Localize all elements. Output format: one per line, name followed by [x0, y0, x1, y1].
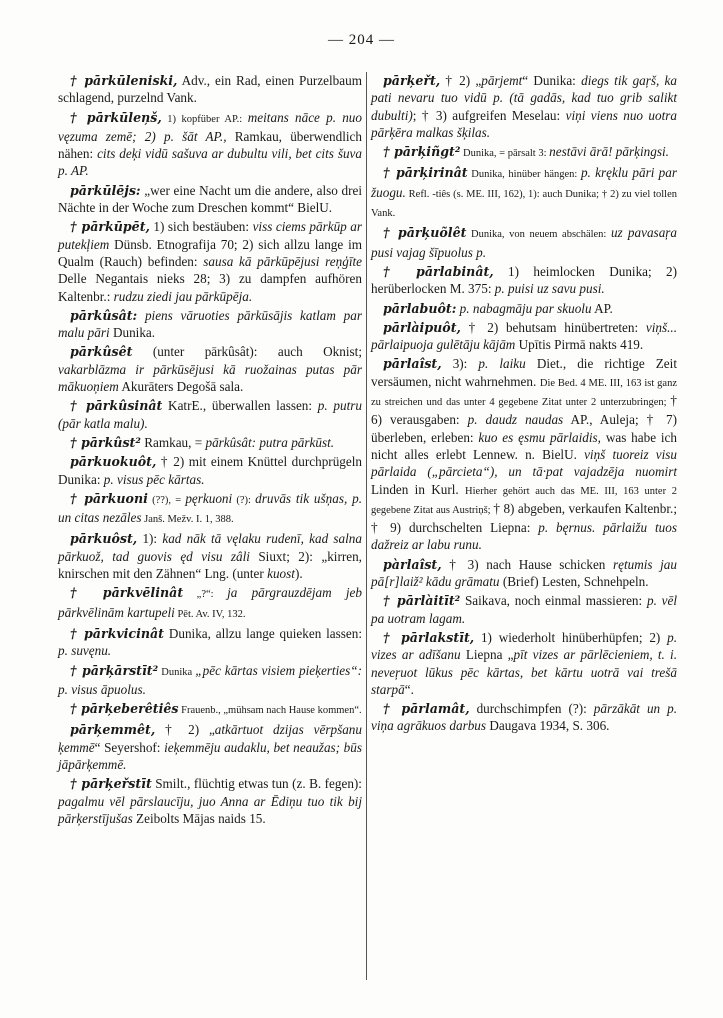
entry-headword: pārkuôst,	[70, 531, 138, 547]
entry-headword: † pārķeřstīt	[70, 776, 152, 792]
dictionary-entry	[58, 700, 362, 719]
entry-example: rętumis jau pā[r]laiž² kādu grāmatu	[371, 556, 677, 590]
entry-text: was habe ich nicht alles erlebt Lennew. n. BielU.	[371, 429, 677, 462]
entry-headword: † pārlakstīt,	[383, 629, 475, 645]
entry-example: p. bęrnus. pārlaižu tuos dažreiz ar labu runu.	[371, 520, 677, 553]
entry-example: viņš... pārlaipuoja gulētāju kājām	[371, 319, 677, 353]
entry-example: kad nāk tā vęlaku rudenī, kad salna pārkuož, tad guovis ęd visu zâli	[58, 531, 362, 564]
entry-text: Smilt., flüchtig etwas tun (z. B. fegen):	[151, 776, 362, 792]
entry-text: 1) sich bestäuben:	[149, 219, 253, 235]
entry-example: kuost	[267, 566, 295, 582]
entry-note: „?“:	[183, 589, 228, 601]
entry-note: Janš. Mežv. I. 1, 388.	[141, 514, 234, 526]
dictionary-entry	[371, 164, 677, 222]
dictionary-entry	[371, 300, 677, 317]
dictionary-entry	[371, 319, 677, 354]
entry-text: Dünsb. Etnografija 70; 2) sich allzu lange im Qualm (Rauch) befinden:	[58, 236, 362, 269]
entry-example: druvās tik ušņas, p. un citas nezāles	[58, 490, 363, 526]
entry-headword: † pārkûst²	[70, 434, 141, 450]
entry-text: Delle Negantais nieks 28; 3) zu dampfen aufhören Kaltenbr.:	[58, 271, 362, 304]
entry-headword: † pārķuõlêt	[383, 225, 467, 241]
entry-example: kuo es ęsmu pārlaidis,	[478, 429, 601, 445]
entry-text: † 2) mit einem Knüttel durchprügeln Dunika:	[58, 454, 362, 487]
entry-example: diegs tik gaŗš, ka pati nevaru tuo vidū p. (tā gadās, kad tuo grib salikt dubulti)	[371, 73, 677, 123]
dictionary-entry	[58, 307, 362, 342]
dictionary-entry	[58, 72, 362, 107]
dictionary-entry	[371, 224, 677, 261]
dictionary-entry	[58, 397, 362, 432]
entry-example: piens vāruoties pārkūsājis katlam par malu pāri	[58, 307, 362, 341]
entry-headword: † pārkûsinât	[70, 398, 163, 414]
entry-example: cits deķi vidū sašuva ar dubultu vili, bet cits šuva p. AP.	[58, 146, 362, 179]
entry-headword: † pārkuoni	[70, 490, 148, 506]
dictionary-entry	[371, 592, 677, 627]
dictionary-entry	[58, 662, 362, 699]
entry-text: † 2) behutsam hinübertreten:	[460, 319, 646, 335]
dictionary-entry	[58, 530, 362, 582]
dictionary-entry	[371, 556, 677, 591]
entry-example: pārzākāt un p. viņa agrākuos darbus	[371, 701, 677, 734]
page-number: — 204 —	[328, 32, 395, 48]
entry-headword: pārlàipuôt,	[383, 319, 461, 335]
entry-headword: † pārlabinât,	[383, 263, 494, 279]
entry-example: p. visus pēc kārtas.	[103, 471, 205, 487]
entry-example: vakarblāzma ir pārkūsējusi kā ruožainas putas pār mākuoņiem	[58, 361, 362, 395]
entry-headword: pārlabuôt:	[383, 300, 457, 316]
entry-text: ; † 3) aufgreifen Meselau:	[412, 107, 566, 123]
entry-example: pęrkuoni	[185, 490, 233, 506]
entry-example: p. kręklu pāri par žuogu.	[371, 165, 677, 200]
entry-text: Ramkau, =	[140, 434, 206, 450]
entry-example: sausa kā pārkūpējusi reņģīte	[203, 253, 363, 269]
entry-headword: † pārkūleņš,	[70, 109, 162, 125]
dictionary-entry	[58, 490, 362, 529]
entry-text: “ Seyershof:	[94, 739, 165, 755]
dictionary-entry	[58, 218, 362, 304]
entry-text: 3):	[441, 356, 479, 372]
entry-headword: † pārkvēlinât	[70, 585, 184, 601]
entry-example: p. laiku	[478, 356, 526, 372]
column-divider	[366, 72, 367, 980]
entry-text: 1):	[137, 531, 163, 547]
right-column	[371, 72, 677, 737]
entry-example: atkārtuot dzijas vērpšanu ķemmē	[58, 722, 362, 755]
dictionary-entry	[58, 453, 362, 488]
dictionary-entry	[58, 625, 362, 660]
dictionary-entry	[58, 721, 362, 773]
entry-text: Diet., die richtige Zeit versäumen, nicht wahrnehmen.	[371, 356, 677, 389]
entry-text: Dunika.	[109, 325, 156, 341]
left-column	[58, 72, 362, 829]
dictionary-entry	[58, 343, 362, 395]
entry-note: (??), =	[147, 494, 186, 506]
entry-example: p. vizes ar adīšanu	[371, 629, 677, 663]
entry-example: uz pavasaŗa pusi vajag šīpuolus p.	[371, 225, 678, 260]
entry-headword: † pārķirinât	[383, 165, 468, 181]
entry-example: „pēc kārtas visiem pieķerties“: p. visus āpuolus.	[58, 662, 362, 697]
dictionary-entry	[371, 72, 677, 141]
entry-example: p. nabagmāju par skuolu	[456, 300, 592, 316]
entry-text: ).	[294, 566, 303, 582]
entry-headword: † pārķeberêtiês	[70, 701, 179, 717]
entry-text: Zeibolts Mājas naids 15.	[132, 810, 266, 826]
entry-headword: pārkûsât:	[70, 307, 138, 323]
entry-example: p. suvęnu.	[58, 643, 112, 659]
entry-text: Adv., ein Rad, einen Purzelbaum schlagend, purzelnd Vank.	[58, 73, 362, 106]
entry-example: meitans nāce p. nuo vęzuma zemē; 2) p. šāt AP.,	[58, 109, 362, 144]
entry-text: AP., Auleja; † 7) überleben, erleben:	[371, 412, 677, 445]
dictionary-entry	[371, 263, 677, 298]
entry-text: † 8) abgeben, verkaufen Kaltenbr.; † 9) durchschelten Liepna:	[371, 500, 677, 536]
entry-note: Hierher gehört auch das ME. III, 163 unter 2 gegebene Zitat aus Austriņš;	[371, 485, 677, 516]
entry-text: Saikava, noch einmal massieren:	[460, 593, 647, 609]
entry-note: Dunika, hinüber hängen:	[467, 169, 581, 181]
entry-note: (?):	[232, 494, 256, 506]
dictionary-entry	[58, 182, 362, 217]
entry-note: Frauenb., „mühsam nach Hause kommen“.	[178, 705, 362, 717]
entry-example: p. daudz naudas	[467, 412, 564, 428]
entry-example: pīt vizes ar pārlēcieniem, t. i. neveŗuot lūkus pēc kārtas, bet kārtu uotrā vai trešā starpā	[371, 647, 678, 697]
entry-text: † 2) „	[155, 722, 215, 738]
entry-example: p. vēl pa uotram lagam.	[371, 593, 677, 626]
entry-headword: † pārkūleniski,	[70, 73, 178, 88]
entry-note: Die Bed. 4 ME. III, 163 ist ganz zu streichen und das unter 4 gegebene Zitat unter 2 unterzubringen;	[371, 377, 677, 409]
entry-example: p. puisi uz savu pusi.	[494, 281, 605, 297]
entry-example: p. putru (pār katla malu).	[58, 398, 362, 431]
entry-note: Dunika, von neuem abschälen:	[466, 229, 611, 241]
entry-text: Siuxt; 2): „kirren, knirschen mit den Zähnen“ Lng. (unter	[58, 548, 362, 582]
entry-headword: † pārkūpēt,	[70, 219, 150, 235]
dictionary-entry	[371, 143, 677, 162]
dictionary-entry	[58, 584, 362, 623]
entry-text: Ramkau, überwendlich nähen:	[58, 128, 362, 162]
entry-text: † 2) „	[440, 73, 482, 88]
entry-text: † 3) nach Hause schicken	[441, 556, 613, 572]
dictionary-entry	[58, 434, 362, 451]
entry-text: Linden in Kurl.	[371, 481, 466, 497]
entry-headword: pārkuokuôt,	[70, 454, 157, 470]
entry-headword: pàrlaîst,	[383, 556, 442, 572]
entry-example: pārjemt	[481, 73, 523, 88]
entry-note: Refl. -tiês (s. ME. III, 162), 1): auch Dunika; † 2) zu viel tollen Vank.	[371, 188, 677, 220]
entry-text: “ Dunika:	[522, 73, 582, 88]
entry-text: 1) heimlocken Dunika; 2) herüberlocken M. 375:	[371, 263, 678, 297]
entry-headword: pārķemmêt,	[70, 722, 156, 738]
entry-headword: † pārķiñgt²	[383, 144, 461, 160]
entry-text: Dunika, allzu lange quieken lassen:	[164, 625, 362, 641]
entry-headword: pārkûsêt	[70, 344, 133, 360]
entry-example: viņš tuoreiz visu pārlaida („pārcieta“), un tā·pat vajadzēja nuomirt	[371, 446, 677, 480]
entry-text: Daugava 1934, S. 306.	[486, 718, 610, 734]
entry-example: nestāvi ārā! pārķingsi.	[549, 144, 669, 160]
entry-text: Akurāters Degošā sala.	[118, 379, 244, 395]
entry-example: ja pārgrauzdējam jeb pārkvēlinām kartupeli	[58, 585, 362, 620]
entry-text: Upītis Pirmā nakts 419.	[515, 337, 644, 353]
entry-headword: pārlaîst,	[383, 356, 442, 372]
dictionary-entry	[371, 629, 677, 698]
dictionary-entry	[371, 355, 677, 553]
entry-note: 1) kopfüber AP.:	[161, 113, 248, 125]
entry-text: “.	[404, 681, 414, 697]
entry-example: viss ciems pārkūp ar putekļiem	[58, 219, 362, 252]
entry-note: Dunika, = pārsalt 3:	[460, 148, 550, 160]
entry-headword: † pārķārstīt²	[70, 662, 159, 678]
entry-text: † 6) verausgaben:	[371, 393, 677, 428]
entry-headword: pārkūlējs:	[70, 182, 141, 198]
entry-text: durchschimpfen (?):	[469, 701, 594, 717]
dictionary-entry	[371, 700, 677, 735]
entry-headword: † pārkvicinât	[70, 625, 165, 641]
entry-note: Pēt. Av. IV, 132.	[174, 608, 246, 620]
entry-note: Dunika	[158, 666, 196, 678]
dictionary-entry	[58, 109, 362, 180]
entry-text: „wer eine Nacht um die andere, also drei Nächte in der Woche zum Dreschen kommt“ BielU.	[58, 182, 362, 216]
entry-example: pārkûsât: putra pārkūst.	[205, 434, 335, 450]
entry-text: (unter pārkûsât): auch Oknist;	[132, 344, 362, 360]
entry-text: AP.	[591, 300, 613, 316]
entry-example: ieķemmēju audaklu, bet neaužas; būs jāpārķemmē.	[58, 739, 362, 772]
entry-example: pagalmu vēl pārslaucīju, juo Anna ar Ēdiņu tuo tik bij pārķerstījušas	[58, 793, 362, 826]
entry-text: Liepna „	[460, 647, 514, 663]
entry-headword: † pārlamât,	[383, 701, 470, 717]
entry-text: 1) wiederholt hinüberhüpfen; 2)	[474, 629, 668, 645]
entry-text: KatrE., überwallen lassen:	[162, 398, 318, 414]
entry-headword: † pārlàitīt²	[383, 593, 461, 609]
entry-text: (Brief) Lesten, Schnehpeln.	[499, 574, 649, 590]
dictionary-entry	[58, 775, 362, 827]
entry-example: rudzu ziedi jau pārkūpēja.	[113, 288, 253, 304]
entry-example: viņi viens nuo uotra pārķēra malkas šķilas.	[371, 107, 678, 140]
entry-headword: pārķeřt,	[383, 73, 441, 88]
